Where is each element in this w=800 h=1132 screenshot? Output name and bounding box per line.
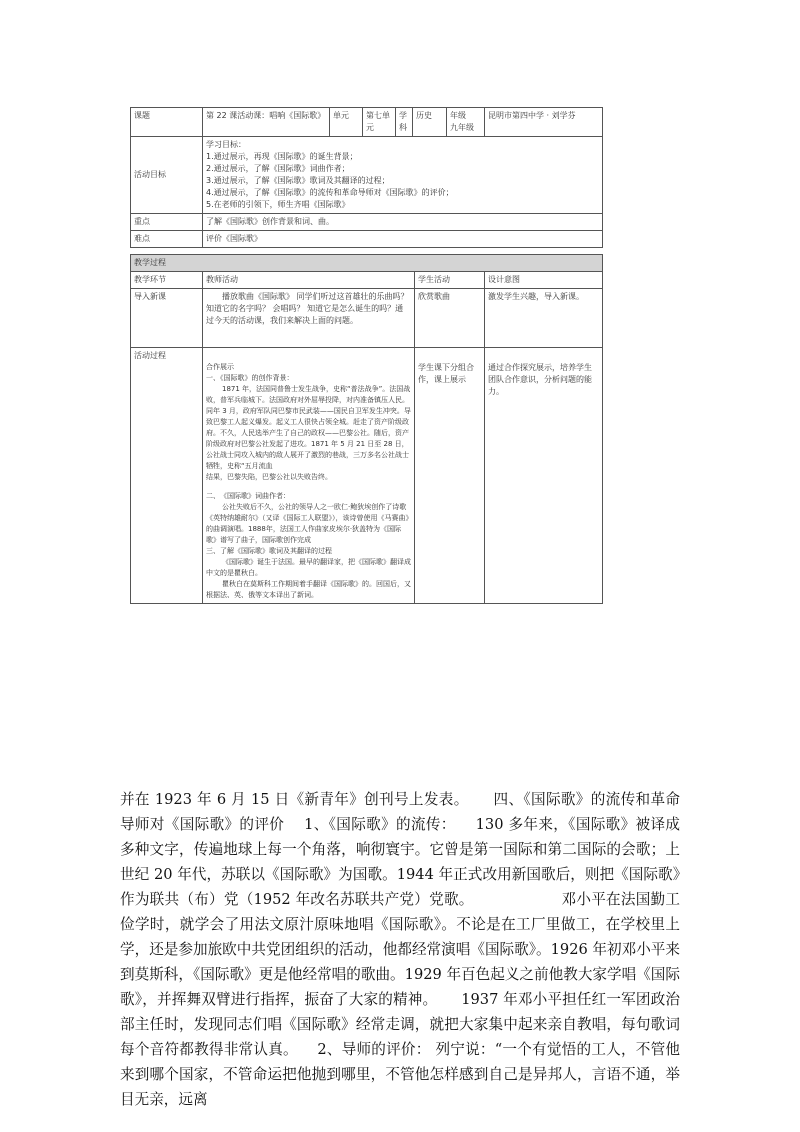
topic-row	[131, 108, 603, 137]
activity-stage: 活动过程	[131, 348, 203, 604]
section-1-end: 结果，巴黎失陷，巴黎公社以失败告终。	[206, 473, 332, 481]
grade-value	[447, 108, 485, 137]
subject-label: 学科	[396, 108, 413, 137]
intro-row	[131, 289, 603, 348]
section-1-title: 一、《国际歌》的创作背景：	[206, 374, 294, 382]
goals-label: 活动目标	[131, 137, 203, 214]
section-3-body-2: 瞿秋白在莫斯科工作期间着手翻译《国际歌》的。回国后，又根据法、英、俄等文本译出了新词。	[206, 580, 411, 599]
intro-design: 激发学生兴趣，导入新课。	[485, 289, 603, 348]
subsection-heading: 1、《国际歌》的流传：	[304, 816, 456, 833]
paragraph: 列宁说：“一个有觉悟的工人，不管他来到哪个国家，不管命运把他抛到哪里，不管他怎样感到自己是异邦人，言语不通，举目无亲，远离	[120, 1041, 681, 1108]
unit-value: 第七单元	[363, 108, 396, 137]
goals-row	[131, 137, 603, 214]
subject-value: 历史	[413, 108, 447, 137]
key-point-label: 重点	[131, 214, 203, 231]
goal-item: 1.通过展示，再现《国际歌》的诞生背景；	[206, 152, 358, 161]
col-teaching-link: 教学环节	[131, 272, 203, 289]
key-point-row	[131, 214, 603, 231]
section-2-body: 公社失败后不久，公社的领导人之一欧仁·鲍狄埃创作了诗歌《英特纳雄耐尔》（又译《国际工人联盟》），该诗曾使用《马赛曲》的曲调演唱。1888年，法国工人作曲家皮埃尔·狄盖特为《国际歌》谱写了曲子，国际歌创作完成	[206, 503, 409, 544]
goals-title: 学习目标：	[206, 140, 246, 149]
goals-cell	[203, 137, 603, 214]
process-title-row	[131, 255, 603, 272]
goal-item: 4.通过展示，了解《国际歌》的流传和革命导师对《国际歌》的评价；	[206, 188, 454, 197]
key-point-value: 了解《国际歌》创作背景和词、曲。	[203, 214, 603, 231]
paragraph: 130 多年来，《国际歌》被译成多种文字，传遍地球上每一个角落，响彻寰宇。它曾是第一国际和第二国际的会歌；上世纪 20 年代，苏联以《国际歌》为国歌。1944 年正式改用新国歌后，则把《国际歌》作为联共（布）党（1952 年改名苏联共产党）党歌。	[120, 816, 680, 908]
activity-design: 通过合作探究展示，培养学生团队合作意识，分析问题的能力。	[485, 348, 603, 604]
grade-text: 九年级	[450, 123, 474, 132]
paragraph: 并在 1923 年 6 月 15 日《新青年》创刊号上发表。	[120, 791, 469, 808]
intro-stage: 导入新课	[131, 289, 203, 348]
difficulty-value: 评价《国际歌》	[203, 231, 603, 248]
section-3-body-1: 《国际歌》诞生于法国。最早的翻译家，把《国际歌》翻译成中文的是瞿秋白。	[206, 558, 411, 577]
goal-item: 3.通过展示，了解《国际歌》歌词及其翻译的过程；	[206, 176, 390, 185]
unit-label: 单元	[330, 108, 363, 137]
col-student-activity: 学生活动	[415, 272, 485, 289]
grade-label: 年级	[450, 111, 466, 120]
header-table	[130, 107, 603, 248]
scanned-lesson-plan	[130, 107, 603, 604]
process-table	[130, 254, 603, 604]
section-2-title: 二、 《国际歌》词曲作者：	[206, 492, 290, 500]
topic-label: 课题	[131, 108, 203, 137]
section-3-title: 三、了解《国际歌》歌词及其翻译的过程	[206, 547, 332, 555]
subsection-heading: 2、导师的评价：	[317, 1041, 431, 1058]
activity-teacher-title: 合作展示	[206, 363, 234, 371]
activity-teacher	[203, 348, 415, 604]
continuation-text	[120, 787, 680, 1112]
goal-item: 5.在老师的引领下，师生齐唱《国际歌》	[206, 200, 350, 209]
intro-student: 欣赏歌曲	[415, 289, 485, 348]
paragraph: 1937 年邓小平担任红一军团政治部主任时，发现同志们唱《国际歌》经常走调，就把大家集中起来亲自教唱，每句歌词每个音符都教得非常认真。	[120, 991, 681, 1058]
process-title: 教学过程	[131, 255, 603, 272]
section-1-body: 1871 年，法国同普鲁士发生战争，史称“普法战争”。法国战败，普军兵临城下。法国政府对外屈辱投降，对内准备镇压人民。同年 3 月，政府军队同巴黎市民武装——国民自卫军发生冲突。导致巴黎工人起义爆发。起义工人很快占领全城。赶走了资产阶级政府。不久，人民选举产生了自己的政权——巴黎公社。随后，资产阶级政府对巴黎公社发起了进攻。1871 年 5 月 21 日至 28 日，公社战士同攻入城内的敌人展开了激烈的巷战，三万多名公社战士牺牲，史称“五月流血	[206, 385, 411, 470]
paragraph: 邓小平在法国勤工俭学时，就学会了用法文原汁原味地唱《国际歌》。不论是在工厂里做工，在学校里上学，还是参加旅欧中共党团组织的活动，他都经常演唱《国际歌》。1926 年初邓小平来到莫斯科，《国际歌》更是他经常唱的歌曲。1929 年百色起义之前他教大家学唱《国际歌》，并挥舞双臂进行指挥，振奋了大家的精神。	[120, 891, 680, 1008]
school-value: 昆明市第四中学 · 刘学芬	[485, 108, 603, 137]
intro-teacher: 播放歌曲《国际歌》 同学们听过这首雄壮的乐曲吗？ 知道它的名字吗？ 会唱吗？ 知道它是怎么诞生的吗？通过今天的活动课，我们来解决上面的问题。	[203, 289, 415, 348]
process-header-row	[131, 272, 603, 289]
difficulty-row	[131, 231, 603, 248]
col-teacher-activity: 教师活动	[203, 272, 415, 289]
goal-item: 2.通过展示，了解《国际歌》词曲作者；	[206, 164, 350, 173]
section-heading: 四、《国际歌》的流传和革命导师对《国际歌》的评价	[120, 791, 680, 833]
topic-value: 第 22 课活动课：唱响《国际歌》	[203, 108, 330, 137]
col-design-intent: 设计意图	[485, 272, 603, 289]
activity-row	[131, 348, 603, 604]
difficulty-label: 难点	[131, 231, 203, 248]
activity-student: 学生课下分组合作，课上展示	[415, 348, 485, 604]
